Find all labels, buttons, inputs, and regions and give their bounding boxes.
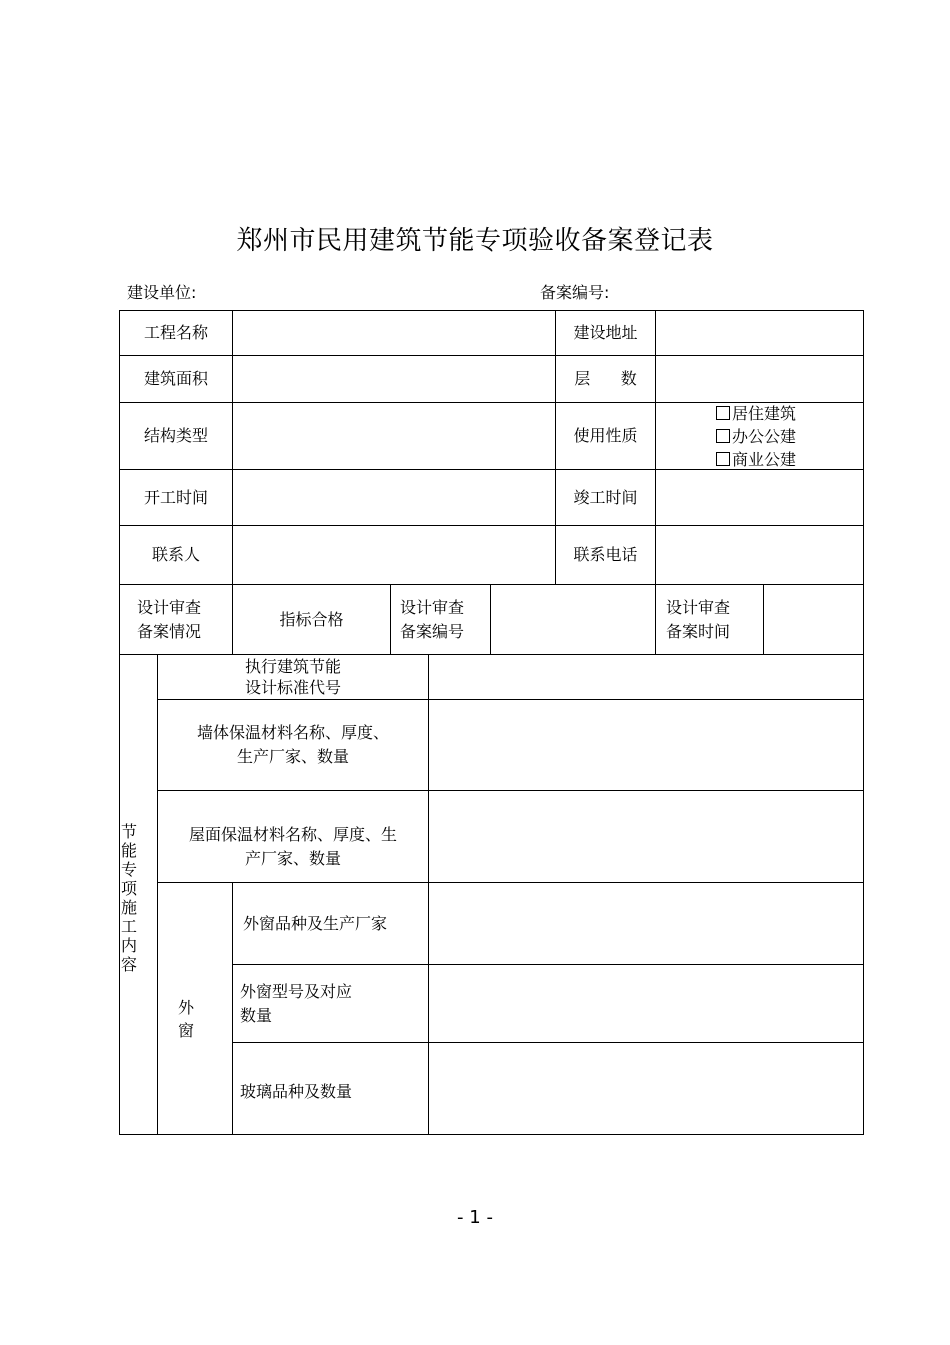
standard-code-field[interactable] [429,655,863,699]
usage-options [716,402,796,471]
contact-person-label: 联系人 [151,545,200,564]
finish-time-label: 竣工时间 [573,487,638,507]
contact-phone-label: 联系电话 [573,545,638,564]
build-area-label: 建筑面积 [143,369,208,388]
wall-insulation-field[interactable] [429,700,863,790]
structure-type-label: 结构类型 [143,426,208,445]
window-group-label: 外 窗 [177,998,194,1040]
table-rule [863,310,864,1135]
window-type-maker-field[interactable] [429,883,863,964]
design-review-no-field[interactable] [491,585,655,654]
design-review-time-field[interactable] [764,585,863,654]
contact-person-field[interactable] [233,526,555,584]
roof-insulation-label: 屋面保温材料名称、厚度、生 产厂家、数量 [188,824,397,868]
project-name-label: 工程名称 [143,323,208,342]
usage-option-commercial[interactable]: 商业公建 [716,448,796,471]
contact-phone-field[interactable] [656,526,863,584]
page-number: - 1 - [457,1207,493,1228]
indicator-pass-text: 指标合格 [279,609,344,629]
table-rule [119,1134,864,1135]
build-area-field[interactable] [233,356,555,402]
table-rule [390,584,391,655]
design-review-status-label: 设计审查 备案情况 [137,597,202,641]
table-rule [232,882,233,1135]
floors-field[interactable] [656,356,863,402]
build-address-field[interactable] [656,311,863,355]
usage-option-office[interactable]: 办公公建 [716,425,796,448]
usage-label: 使用性质 [573,426,638,445]
window-model-qty-field[interactable] [429,965,863,1042]
build-address-label: 建设地址 [573,323,638,342]
window-model-qty-label: 外窗型号及对应 数量 [240,981,353,1025]
glass-type-qty-label: 玻璃品种及数量 [240,1081,353,1101]
wall-insulation-label: 墙体保温材料名称、厚度、 生产厂家、数量 [196,723,389,766]
floors-label: 层 数 [574,369,637,388]
section-vertical-label: 节 能 专 项 施 工 内 容 [120,822,137,974]
checkbox-icon[interactable] [716,452,730,466]
builder-label: 建设单位: [127,283,197,302]
finish-time-field[interactable] [656,470,863,525]
structure-type-field[interactable] [233,403,555,469]
project-name-field[interactable] [233,311,555,355]
glass-type-qty-field[interactable] [429,1043,863,1134]
roof-insulation-field[interactable] [429,791,863,882]
standard-code-label: 执行建筑节能 设计标准代号 [244,657,341,697]
usage-option-residential[interactable]: 居住建筑 [716,402,796,425]
checkbox-icon[interactable] [716,429,730,443]
design-review-no-label: 设计审查 备案编号 [400,597,465,641]
start-time-field[interactable] [233,470,555,525]
record-no-label: 备案编号: [540,283,610,302]
window-type-maker-label: 外窗品种及生产厂家 [243,913,388,933]
checkbox-icon[interactable] [716,406,730,420]
design-review-time-label: 设计审查 备案时间 [666,597,731,641]
page-title: 郑州市民用建筑节能专项验收备案登记表 [236,226,714,256]
start-time-label: 开工时间 [143,487,208,507]
